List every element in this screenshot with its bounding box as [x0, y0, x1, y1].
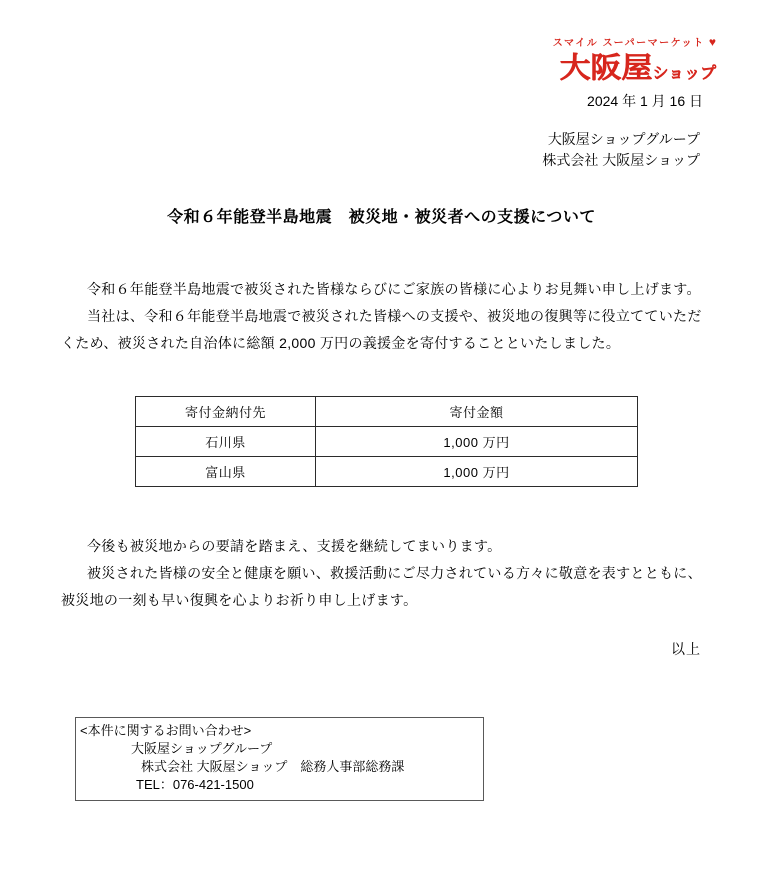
closing-paragraph-1: 今後も被災地からの要請を踏まえ、支援を継続してまいります。 — [87, 538, 502, 554]
company-logo — [553, 36, 716, 83]
logo-main-text: 大阪屋 — [559, 51, 653, 84]
logo-wordmark — [553, 52, 716, 83]
document-date: 2024 年 1 月 16 日 — [587, 93, 703, 109]
table-header-row — [136, 397, 638, 427]
intro-paragraph-2: 当社は、令和６年能登半島地震で被災された皆様への支援や、被災地の復興等に役立てていただくため、被災された自治体に総額 2,000 万円の義援金を寄付することといたしました。 — [61, 308, 702, 351]
table-row — [136, 427, 638, 457]
end-mark: 以上 — [671, 641, 701, 657]
contact-heading: <本件に関するお問い合わせ> — [80, 723, 252, 738]
closing-paragraphs — [61, 533, 705, 614]
header-cell-destination: 寄付金納付先 — [136, 397, 316, 427]
logo-tagline — [553, 36, 716, 49]
header-cell-amount: 寄付金額 — [316, 397, 638, 427]
logo-sub-text: ショップ — [652, 65, 716, 82]
sender-company-name: 株式会社 大阪屋ショップ — [542, 152, 700, 168]
cell-amount: 1,000 万円 — [316, 457, 638, 487]
contact-group-name: 大阪屋ショップグループ — [131, 741, 273, 756]
cell-destination: 石川県 — [136, 427, 316, 457]
closing-paragraph-2: 被災された皆様の安全と健康を願い、救援活動にご尽力されている方々に敬意を表すとともに、被災地の一刻も早い復興を心よりお祈り申し上げます。 — [61, 565, 702, 608]
logo-tagline-text: スマイル スーパーマーケット — [552, 38, 705, 49]
contact-box — [75, 717, 484, 801]
contact-company-department: 株式会社 大阪屋ショップ 総務人事部総務課 — [141, 759, 405, 774]
sender-group-name: 大阪屋ショップグループ — [547, 131, 700, 147]
cell-destination: 富山県 — [136, 457, 316, 487]
contact-phone: TEL：076-421-1500 — [136, 777, 254, 792]
document-title: 令和６年能登半島地震 被災地・被災者への支援について — [167, 209, 596, 226]
intro-paragraphs — [61, 276, 705, 357]
donation-table — [135, 396, 638, 487]
intro-paragraph-1: 令和６年能登半島地震で被災された皆様ならびにご家族の皆様に心よりお見舞い申し上げます。 — [87, 281, 701, 297]
table-row — [136, 457, 638, 487]
cell-amount: 1,000 万円 — [316, 427, 638, 457]
sender-block — [542, 129, 700, 171]
heart-icon: ♥ — [708, 35, 716, 49]
